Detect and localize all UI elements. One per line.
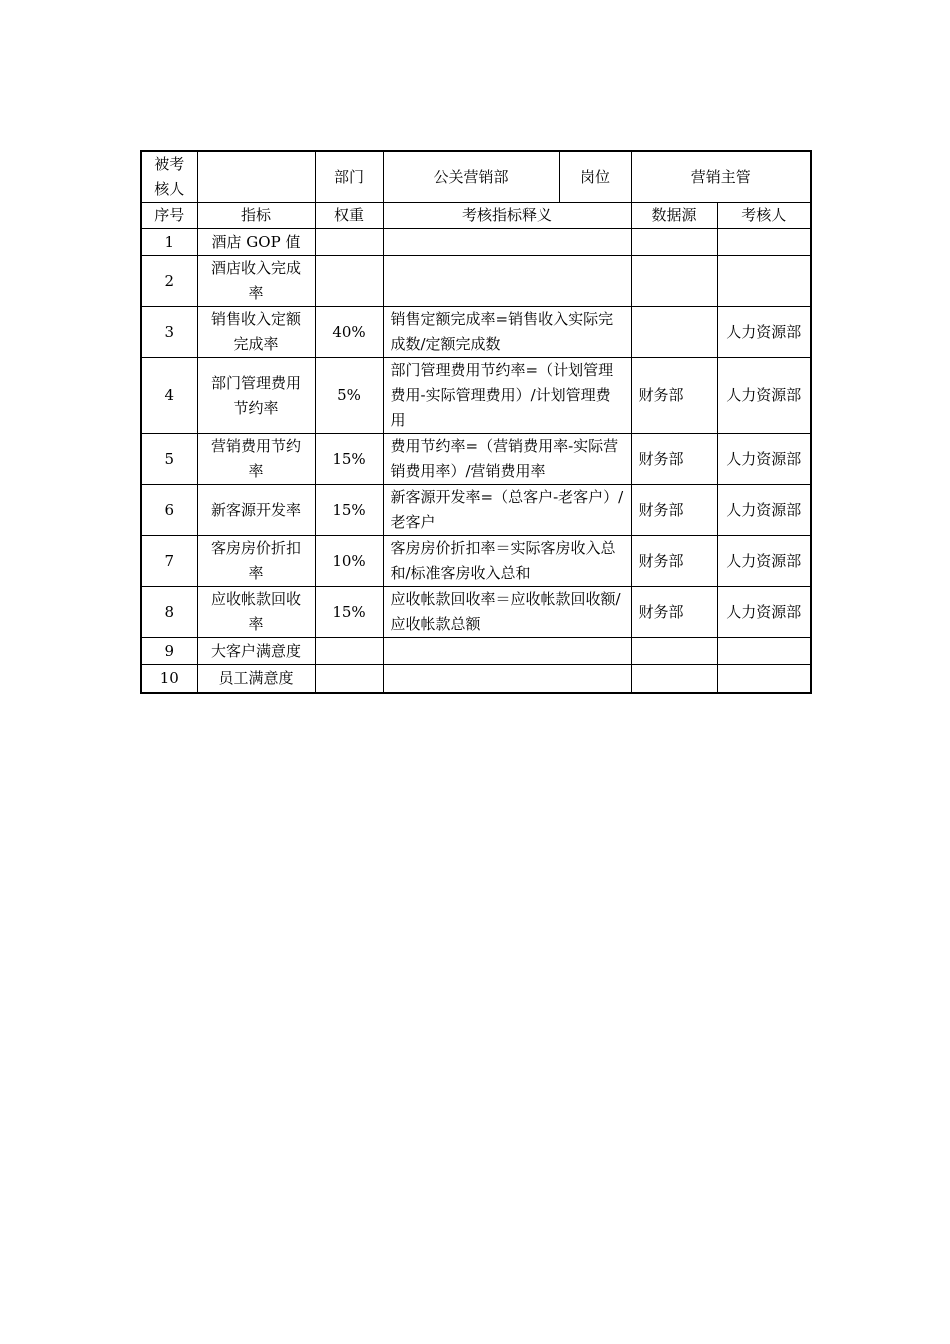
row-weight: 10% — [315, 536, 383, 587]
row-assessor: 人力资源部 — [717, 434, 811, 485]
row-weight: 15% — [315, 434, 383, 485]
row-source: 财务部 — [631, 485, 717, 536]
col-header-weight: 权重 — [315, 203, 383, 229]
row-definition: 费用节约率=（营销费用率-实际营销费用率）/营销费用率 — [383, 434, 631, 485]
row-assessor: 人力资源部 — [717, 587, 811, 638]
row-indicator: 酒店 GOP 值 — [197, 229, 315, 256]
row-weight: 15% — [315, 587, 383, 638]
row-assessor — [717, 665, 811, 693]
row-weight — [315, 256, 383, 307]
col-header-definition: 考核指标释义 — [383, 203, 631, 229]
info-header-row — [141, 151, 811, 203]
row-indicator: 酒店收入完成率 — [197, 256, 315, 307]
department-label: 部门 — [315, 151, 383, 203]
row-no: 9 — [141, 638, 197, 665]
row-source: 财务部 — [631, 358, 717, 434]
row-definition — [383, 665, 631, 693]
row-indicator: 客房房价折扣率 — [197, 536, 315, 587]
table-row — [141, 358, 811, 434]
row-no: 1 — [141, 229, 197, 256]
row-source — [631, 229, 717, 256]
row-no: 3 — [141, 307, 197, 358]
kpi-assessment-table — [140, 150, 812, 694]
position-value: 营销主管 — [631, 151, 811, 203]
row-assessor: 人力资源部 — [717, 536, 811, 587]
row-definition — [383, 229, 631, 256]
row-no: 2 — [141, 256, 197, 307]
row-assessor — [717, 256, 811, 307]
row-indicator: 应收帐款回收率 — [197, 587, 315, 638]
table-row — [141, 434, 811, 485]
table-row — [141, 638, 811, 665]
row-assessor — [717, 638, 811, 665]
row-definition: 部门管理费用节约率=（计划管理费用-实际管理费用）/计划管理费用 — [383, 358, 631, 434]
row-definition: 应收帐款回收率＝应收帐款回收额/应收帐款总额 — [383, 587, 631, 638]
row-definition: 客房房价折扣率＝实际客房收入总和/标准客房收入总和 — [383, 536, 631, 587]
table-row — [141, 307, 811, 358]
row-assessor: 人力资源部 — [717, 485, 811, 536]
row-weight — [315, 665, 383, 693]
row-definition — [383, 256, 631, 307]
col-header-assessor: 考核人 — [717, 203, 811, 229]
position-label: 岗位 — [559, 151, 631, 203]
row-no: 8 — [141, 587, 197, 638]
row-source — [631, 638, 717, 665]
row-definition: 新客源开发率=（总客户-老客户）/老客户 — [383, 485, 631, 536]
table-row — [141, 665, 811, 693]
row-weight: 15% — [315, 485, 383, 536]
row-source — [631, 665, 717, 693]
row-indicator: 部门管理费用节约率 — [197, 358, 315, 434]
row-assessor: 人力资源部 — [717, 307, 811, 358]
row-source — [631, 256, 717, 307]
department-value: 公关营销部 — [383, 151, 559, 203]
row-weight: 5% — [315, 358, 383, 434]
row-no: 4 — [141, 358, 197, 434]
row-no: 10 — [141, 665, 197, 693]
row-indicator: 大客户满意度 — [197, 638, 315, 665]
column-header-row — [141, 203, 811, 229]
table-row — [141, 536, 811, 587]
col-header-indicator: 指标 — [197, 203, 315, 229]
row-source — [631, 307, 717, 358]
row-source: 财务部 — [631, 434, 717, 485]
table-row — [141, 485, 811, 536]
assessee-label: 被考核人 — [141, 151, 197, 203]
row-assessor — [717, 229, 811, 256]
row-weight — [315, 638, 383, 665]
row-definition — [383, 638, 631, 665]
row-assessor: 人力资源部 — [717, 358, 811, 434]
row-indicator: 新客源开发率 — [197, 485, 315, 536]
row-no: 5 — [141, 434, 197, 485]
row-definition: 销售定额完成率=销售收入实际完成数/定额完成数 — [383, 307, 631, 358]
row-weight: 40% — [315, 307, 383, 358]
table-row — [141, 587, 811, 638]
row-weight — [315, 229, 383, 256]
table-row — [141, 229, 811, 256]
row-indicator: 销售收入定额完成率 — [197, 307, 315, 358]
assessee-value — [197, 151, 315, 203]
row-source: 财务部 — [631, 536, 717, 587]
row-indicator: 员工满意度 — [197, 665, 315, 693]
row-no: 7 — [141, 536, 197, 587]
row-no: 6 — [141, 485, 197, 536]
row-indicator: 营销费用节约率 — [197, 434, 315, 485]
table-row — [141, 256, 811, 307]
col-header-source: 数据源 — [631, 203, 717, 229]
col-header-no: 序号 — [141, 203, 197, 229]
row-source: 财务部 — [631, 587, 717, 638]
